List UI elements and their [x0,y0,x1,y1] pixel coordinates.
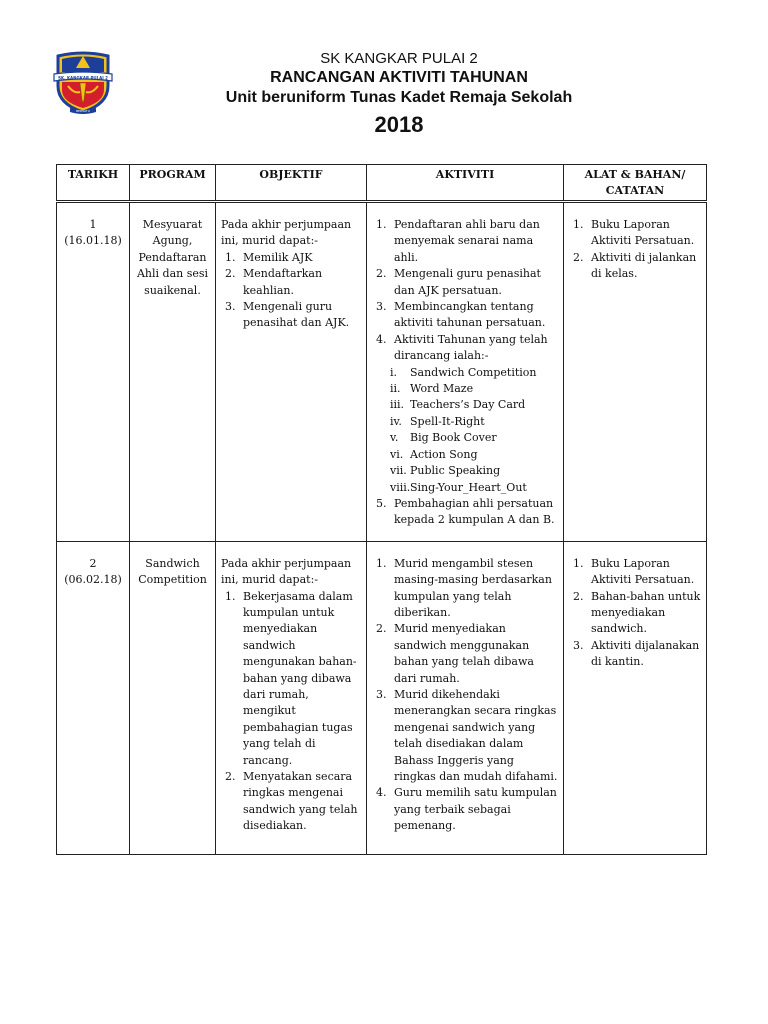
sub-activity-number: vi. [390,447,404,461]
sub-activity-number: viii. [390,480,411,494]
header-program: PROGRAM [130,165,216,202]
aktiviti-list [372,217,558,529]
list-item: 3. Aktiviti dijalanakan di kantin. [587,638,701,671]
cell-objektif [216,202,367,542]
sub-activity-number: vii. [390,464,407,478]
sub-activity-text: Sandwich Competition [410,365,537,379]
table-row [57,202,707,542]
header-objektif: OBJEKTIF [216,165,367,202]
header-tarikh: TARIKH [57,165,130,202]
row-date: (16.01.18) [64,234,122,248]
list-item: 3. Murid dikehendaki menerangkan secara ringkas mengenai sandwich yang telah disediakan dalam Bahass Inggeris yang ringkas dan mudah difahami. [390,687,558,785]
list-item [390,332,558,496]
list-item: 2. Murid menyediakan sandwich menggunakan bahan yang telah dibawa dari rumah. [390,621,558,687]
sub-activity-number: v. [390,431,399,445]
sub-activity-text: Word Maze [410,382,474,396]
objektif-list [221,589,361,835]
row-number: 1 [89,218,97,231]
program-text: Mesyuarat Agung, Pendaftaran Ahli dan sesi suaikenal. [136,218,209,297]
list-item: 1. Pendaftaran ahli baru dan menyemak senarai nama ahli. [390,217,558,266]
cell-program [130,202,216,542]
list-item: 2. Menyatakan secara ringkas mengenai sandwich yang telah disediakan. [239,769,361,835]
list-item-text: Aktiviti Tahunan yang telah dirancang ialah:- [394,332,548,363]
list-item: 1. Murid mengambil stesen masing-masing berdasarkan kumpulan yang telah diberikan. [390,556,558,622]
list-item: 2. Mengenali guru penasihat dan AJK persatuan. [390,266,558,299]
alat-list [569,217,701,283]
crest-motto-text: BERSATU [76,109,90,113]
cell-alat [564,541,707,854]
sub-activity-item [390,365,558,381]
cell-alat [564,202,707,542]
list-item: 2. Bahan-bahan untuk menyediakan sandwich. [587,589,701,638]
cell-aktiviti [367,202,564,542]
cell-tarikh [57,541,130,854]
cell-objektif [216,541,367,854]
cell-program [130,541,216,854]
row-number: 2 [89,556,97,570]
header-alat-line1: ALAT & BAHAN/ [584,168,686,181]
list-item: 2. Aktiviti di jalankan di kelas. [587,250,701,283]
sub-activity-item [390,463,558,479]
sub-activity-number: iv. [390,414,402,428]
objektif-intro: Pada akhir perjumpaan ini, murid dapat:- [221,556,352,587]
header-alat-line2: CATATAN [605,184,665,198]
objektif-intro: Pada akhir perjumpaan ini, murid dapat:- [221,218,352,248]
sub-activity-number: ii. [390,382,401,396]
sub-activity-number: i. [390,365,398,379]
document-year: 2018 [374,112,424,137]
sub-activity-item [390,397,558,413]
sub-activity-text: Big Book Cover [410,431,497,445]
objektif-list [221,250,361,332]
sub-activity-text: Teachers’s Day Card [410,398,526,412]
sub-activity-item [390,447,558,463]
sub-activity-item [390,480,558,496]
sub-activity-item [390,430,558,446]
table-row [57,541,707,854]
aktiviti-list [372,556,558,835]
sub-activity-text: Spell-It-Right [410,414,485,428]
row-date: (06.02.18) [64,573,122,587]
activity-plan-table [56,164,707,855]
cell-aktiviti [367,541,564,854]
list-item: 3. Mengenali guru penasihat dan AJK. [239,299,361,332]
header-aktiviti: AKTIVITI [367,165,564,202]
list-item: 1. Memilik AJK [239,250,361,266]
list-item: 3. Membincangkan tentang aktiviti tahunan persatuan. [390,299,558,332]
header-alat [564,165,707,202]
school-name: SK KANGKAR PULAI 2 [320,50,478,67]
crest-banner-text: SK. KANGKAR PULAI 2 [58,75,108,81]
list-item: 4. Guru memilih satu kumpulan yang terbaik sebagai pemenang. [390,785,558,834]
cell-tarikh [57,202,130,542]
list-item: 2. Mendaftarkan keahlian. [239,266,361,299]
document-header [0,50,768,138]
sub-activity-number: iii. [390,398,405,412]
sub-activity-text: Action Song [410,447,478,461]
document-subtitle: Unit beruniform Tunas Kadet Remaja Sekolah [225,89,573,106]
list-item: 1. Buku Laporan Aktiviti Persatuan. [587,556,701,589]
alat-list [569,556,701,671]
sub-activity-item [390,414,558,430]
document-title: RANCANGAN AKTIVITI TAHUNAN [270,69,528,86]
sub-activity-text: Sing-Your_Heart_Out [410,480,527,494]
list-item: 5. Pembahagian ahli persatuan kepada 2 kumpulan A dan B. [390,496,558,529]
list-item: 1. Buku Laporan Aktiviti Persatuan. [587,217,701,250]
table-header-row [57,165,707,202]
sub-activity-list [390,365,558,496]
program-text: Sandwich Competition [138,556,207,587]
list-item: 1. Bekerjasama dalam kumpulan untuk menyediakan sandwich mengunakan bahan-bahan yang dibawa dari rumah, mengikut pembahagian tugas yang telah di rancang. [239,589,361,769]
sub-activity-item [390,381,558,397]
sub-activity-text: Public Speaking [410,464,501,478]
